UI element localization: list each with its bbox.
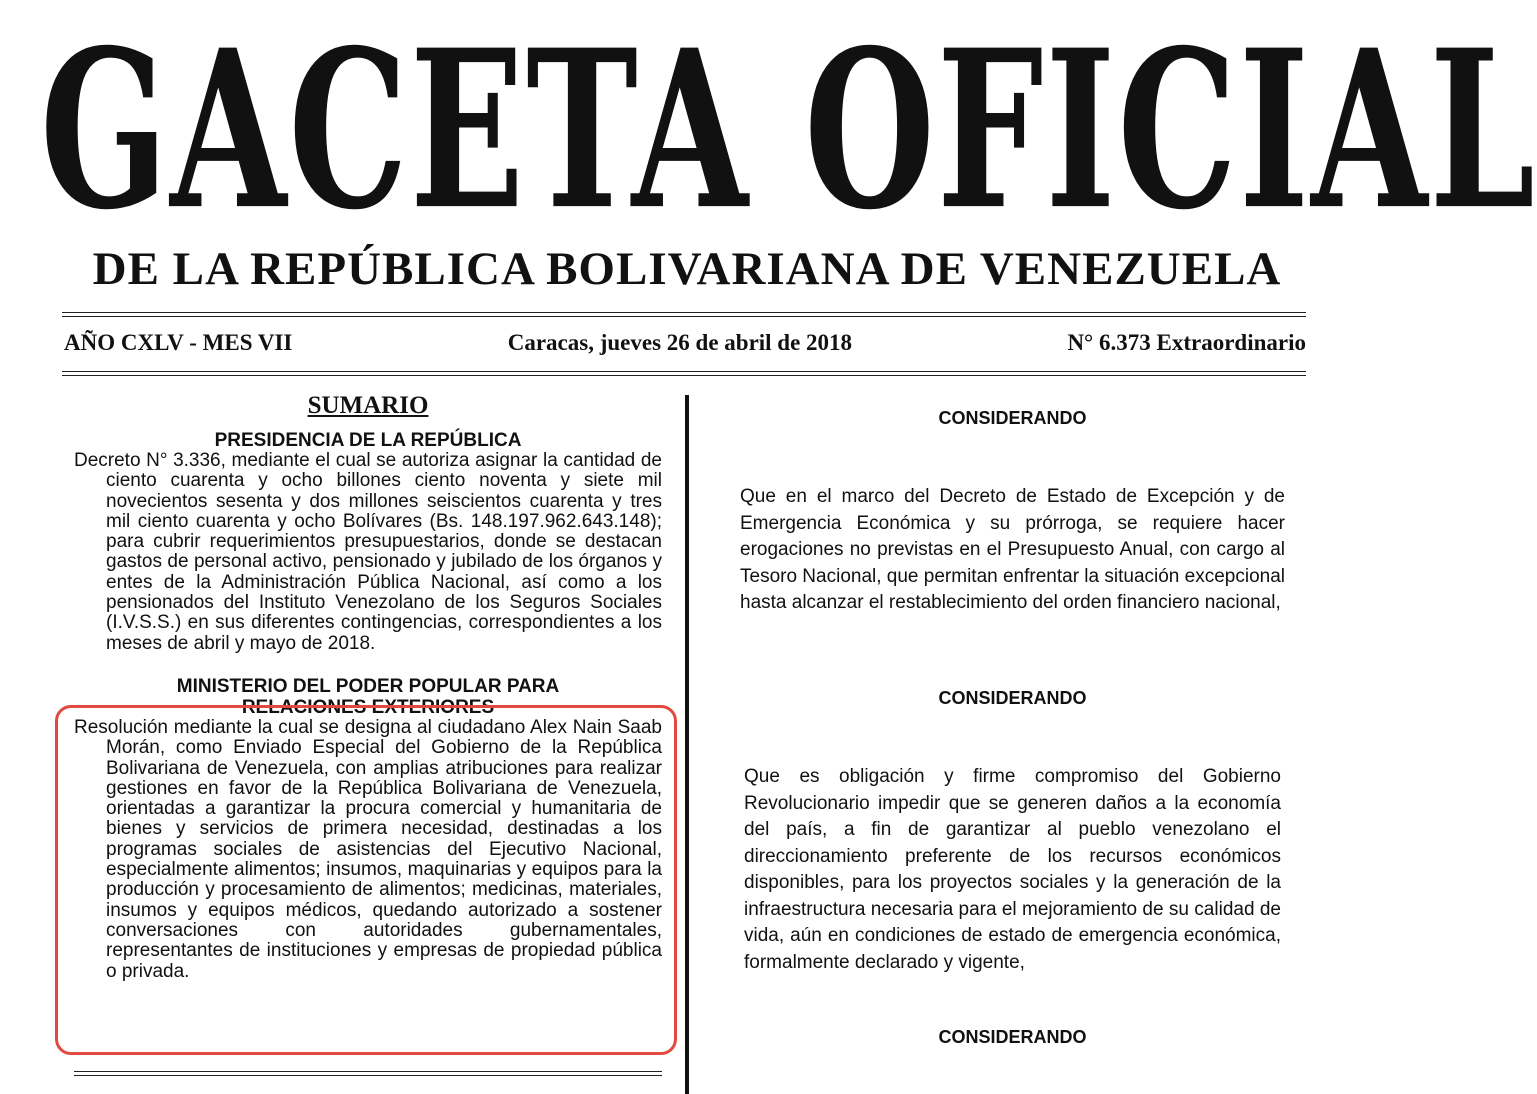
issue-date: Caracas, jueves 26 de abril de 2018: [507, 330, 853, 355]
header-rule-bottom: [62, 371, 1306, 376]
considerando-paragraph-2: Que es obligación y firme compromiso del Gobierno Revolucionario impedir que se generen daños a la economía del país, a fin de garantizar al pueblo venezolano el direccionamiento preferente de los recursos económicos disponibles, para los proyectos sociales y la generación de la infraestructura necesaria para el mejoramiento de su calidad de vida, aún en condiciones de estado de emergencia económica, formalmente declarado y vigente,: [744, 766, 1281, 973]
summary-bottom-rule: [74, 1071, 662, 1076]
summary-entry-resolucion: Resolución mediante la cual se designa al ciudadano Alex Nain Saab Morán, como Enviado Especial del Gobierno de la República Bolivariana de Venezuela, con amplias atribuciones para realizar gestiones en favor de la República Bolivariana de Venezuela, orientadas a garantizar la procura comercial y humanitaria de bienes y servicios de primera necesidad, destinadas a los programas sociales de asistencias del Ejecutivo Nacional, especialmente alimentos; insumos, maquinarias y equipos para la producción y procesamiento de alimentos; medicinas, materiales, insumos y equipos médicos, quedando autorizado a sostener conversaciones con autoridades gubernamentales, representantes de instituciones y empresas de propiedad pública o privada.: [74, 716, 662, 982]
newspaper-subtitle: DE LA REPÚBLICA BOLIVARIANA DE VENEZUELA: [92, 243, 1282, 295]
newspaper-title: GACETA OFICIAL: [40, 3, 1537, 259]
issue-info-row: [64, 330, 1306, 356]
header-rule-top: [62, 312, 1306, 317]
section-heading-relaciones-exteriores: MINISTERIO DEL PODER POPULAR PARA RELACIONES EXTERIORES: [176, 675, 560, 718]
issue-year-month: AÑO CXLV - MES VII: [64, 330, 293, 355]
summary-heading: SUMARIO: [307, 392, 429, 419]
considerando-heading-2: CONSIDERANDO: [938, 688, 1087, 708]
section-heading-presidencia: PRESIDENCIA DE LA REPÚBLICA: [214, 430, 522, 451]
issue-number: N° 6.373 Extraordinario: [1067, 330, 1306, 355]
highlight-box: [55, 705, 677, 1055]
considerando-paragraph-1: Que en el marco del Decreto de Estado de Excepción y de Emergencia Económica y su prórroga, se requiere hacer erogaciones no previstas en el Presupuesto Anual, con cargo al Tesoro Nacional, que permitan enfrentar la situación excepcional hasta alcanzar el restablecimiento del orden financiero nacional,: [740, 486, 1285, 613]
masthead: [40, 3, 1537, 259]
summary-entry-decreto: Decreto N° 3.336, mediante el cual se autoriza asignar la cantidad de ciento cuarenta y ocho billones ciento noventa y siete mil novecientos sesenta y dos millones seiscientos cuarenta y tres mil ciento cuarenta y ocho Bolívares (Bs. 148.197.962.643.148); para cubrir requerimientos presupuestarios, donde se destacan gastos de personal activo, pensionado y jubilado de los órganos y entes de la Administración Pública Nacional, así como a los pensionados del Instituto Venezolano de los Seguros Sociales (I.V.S.S.) en sus diferentes contingencias, correspondientes a los meses de abril y mayo de 2018.: [74, 450, 662, 654]
column-divider: [685, 395, 689, 1094]
considerando-heading-1: CONSIDERANDO: [938, 408, 1087, 428]
considerando-heading-3: CONSIDERANDO: [938, 1027, 1087, 1047]
